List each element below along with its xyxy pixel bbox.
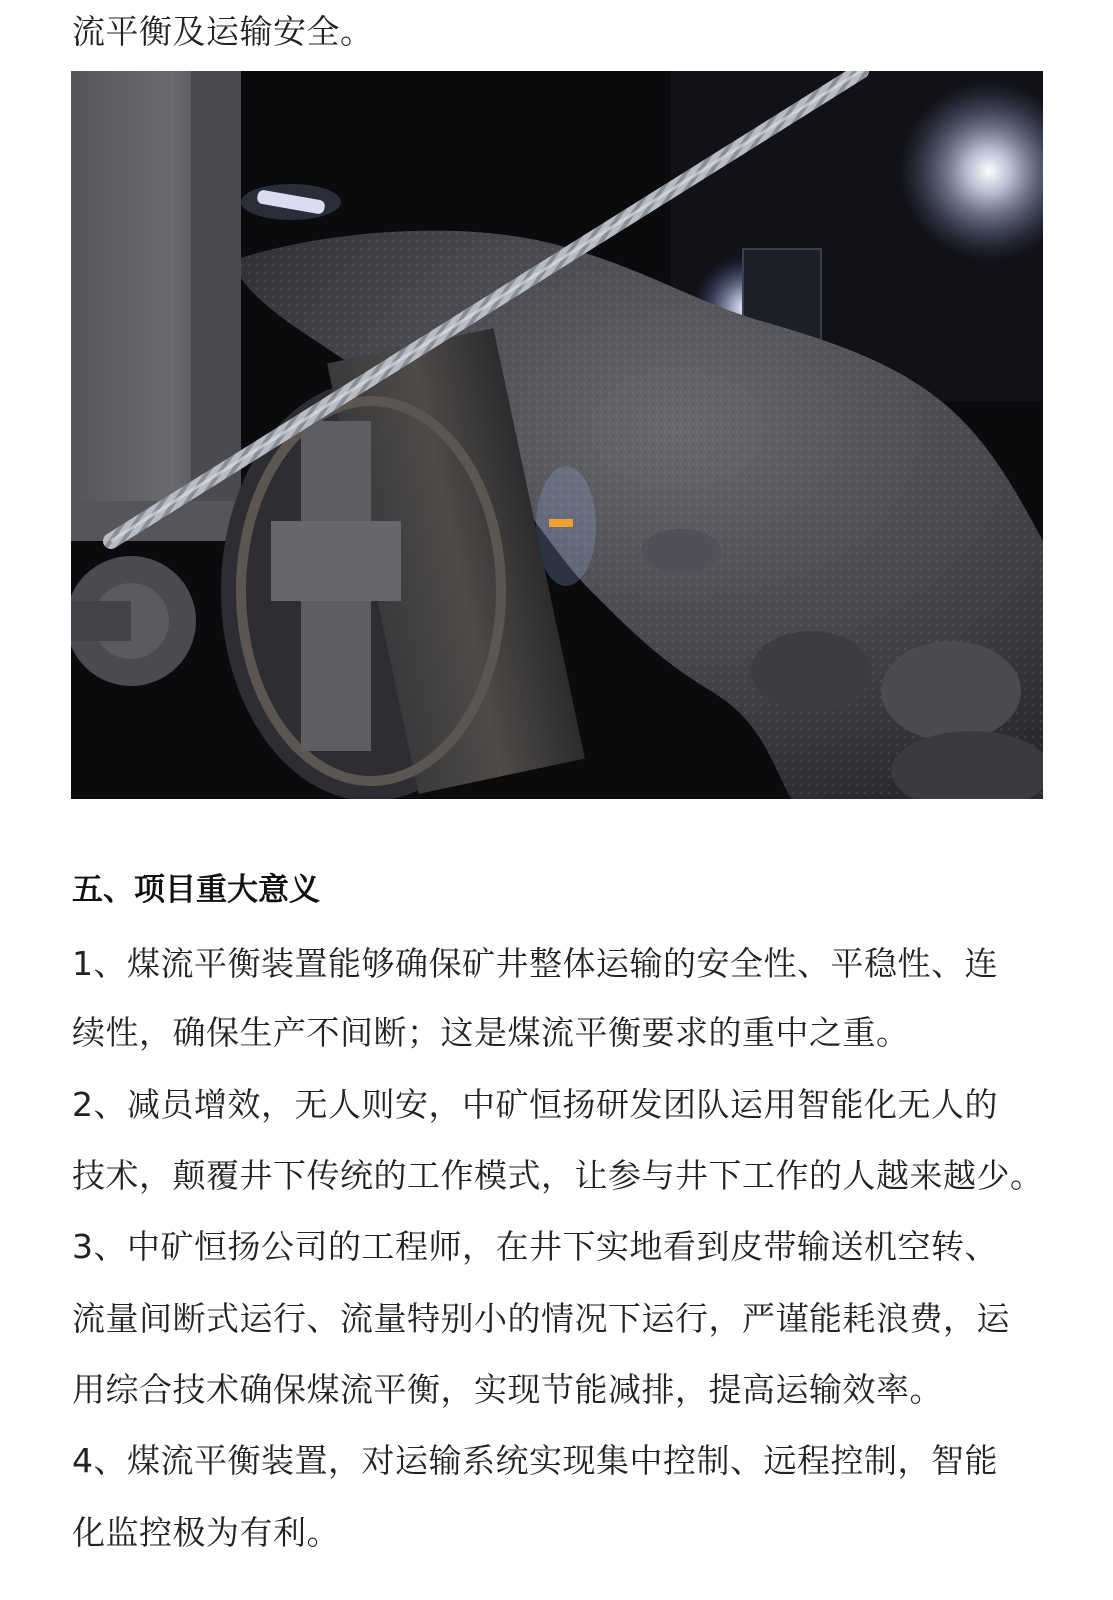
paragraph-line: 化监控极为有利。 (72, 1513, 340, 1552)
paragraph-line: 3、中矿恒扬公司的工程师，在井下实地看到皮带输送机空转、 (72, 1227, 998, 1266)
section-heading: 五、项目重大意义 (72, 872, 320, 908)
paragraph-line: 2、减员增效，无人则安，中矿恒扬研发团队运用智能化无人的 (72, 1085, 998, 1124)
coal-conveyor-photo (71, 71, 1043, 799)
paragraph-line: 4、煤流平衡装置，对运输系统实现集中控制、远程控制，智能 (72, 1441, 998, 1480)
paragraph-line: 技术，颠覆井下传统的工作模式，让参与井下工作的人越来越少。 (72, 1156, 1044, 1195)
paragraph-line: 1、煤流平衡装置能够确保矿井整体运输的安全性、平稳性、连 (72, 944, 998, 983)
paragraph-line: 流量间断式运行、流量特别小的情况下运行，严谨能耗浪费，运 (72, 1299, 1010, 1338)
paragraph-line: 用综合技术确保煤流平衡，实现节能减排，提高运输效率。 (72, 1370, 943, 1409)
intro-continued-line: 流平衡及运输安全。 (72, 12, 374, 51)
coal-conveyor-illustration (71, 71, 1043, 799)
paragraph-line: 续性，确保生产不间断；这是煤流平衡要求的重中之重。 (72, 1013, 910, 1052)
